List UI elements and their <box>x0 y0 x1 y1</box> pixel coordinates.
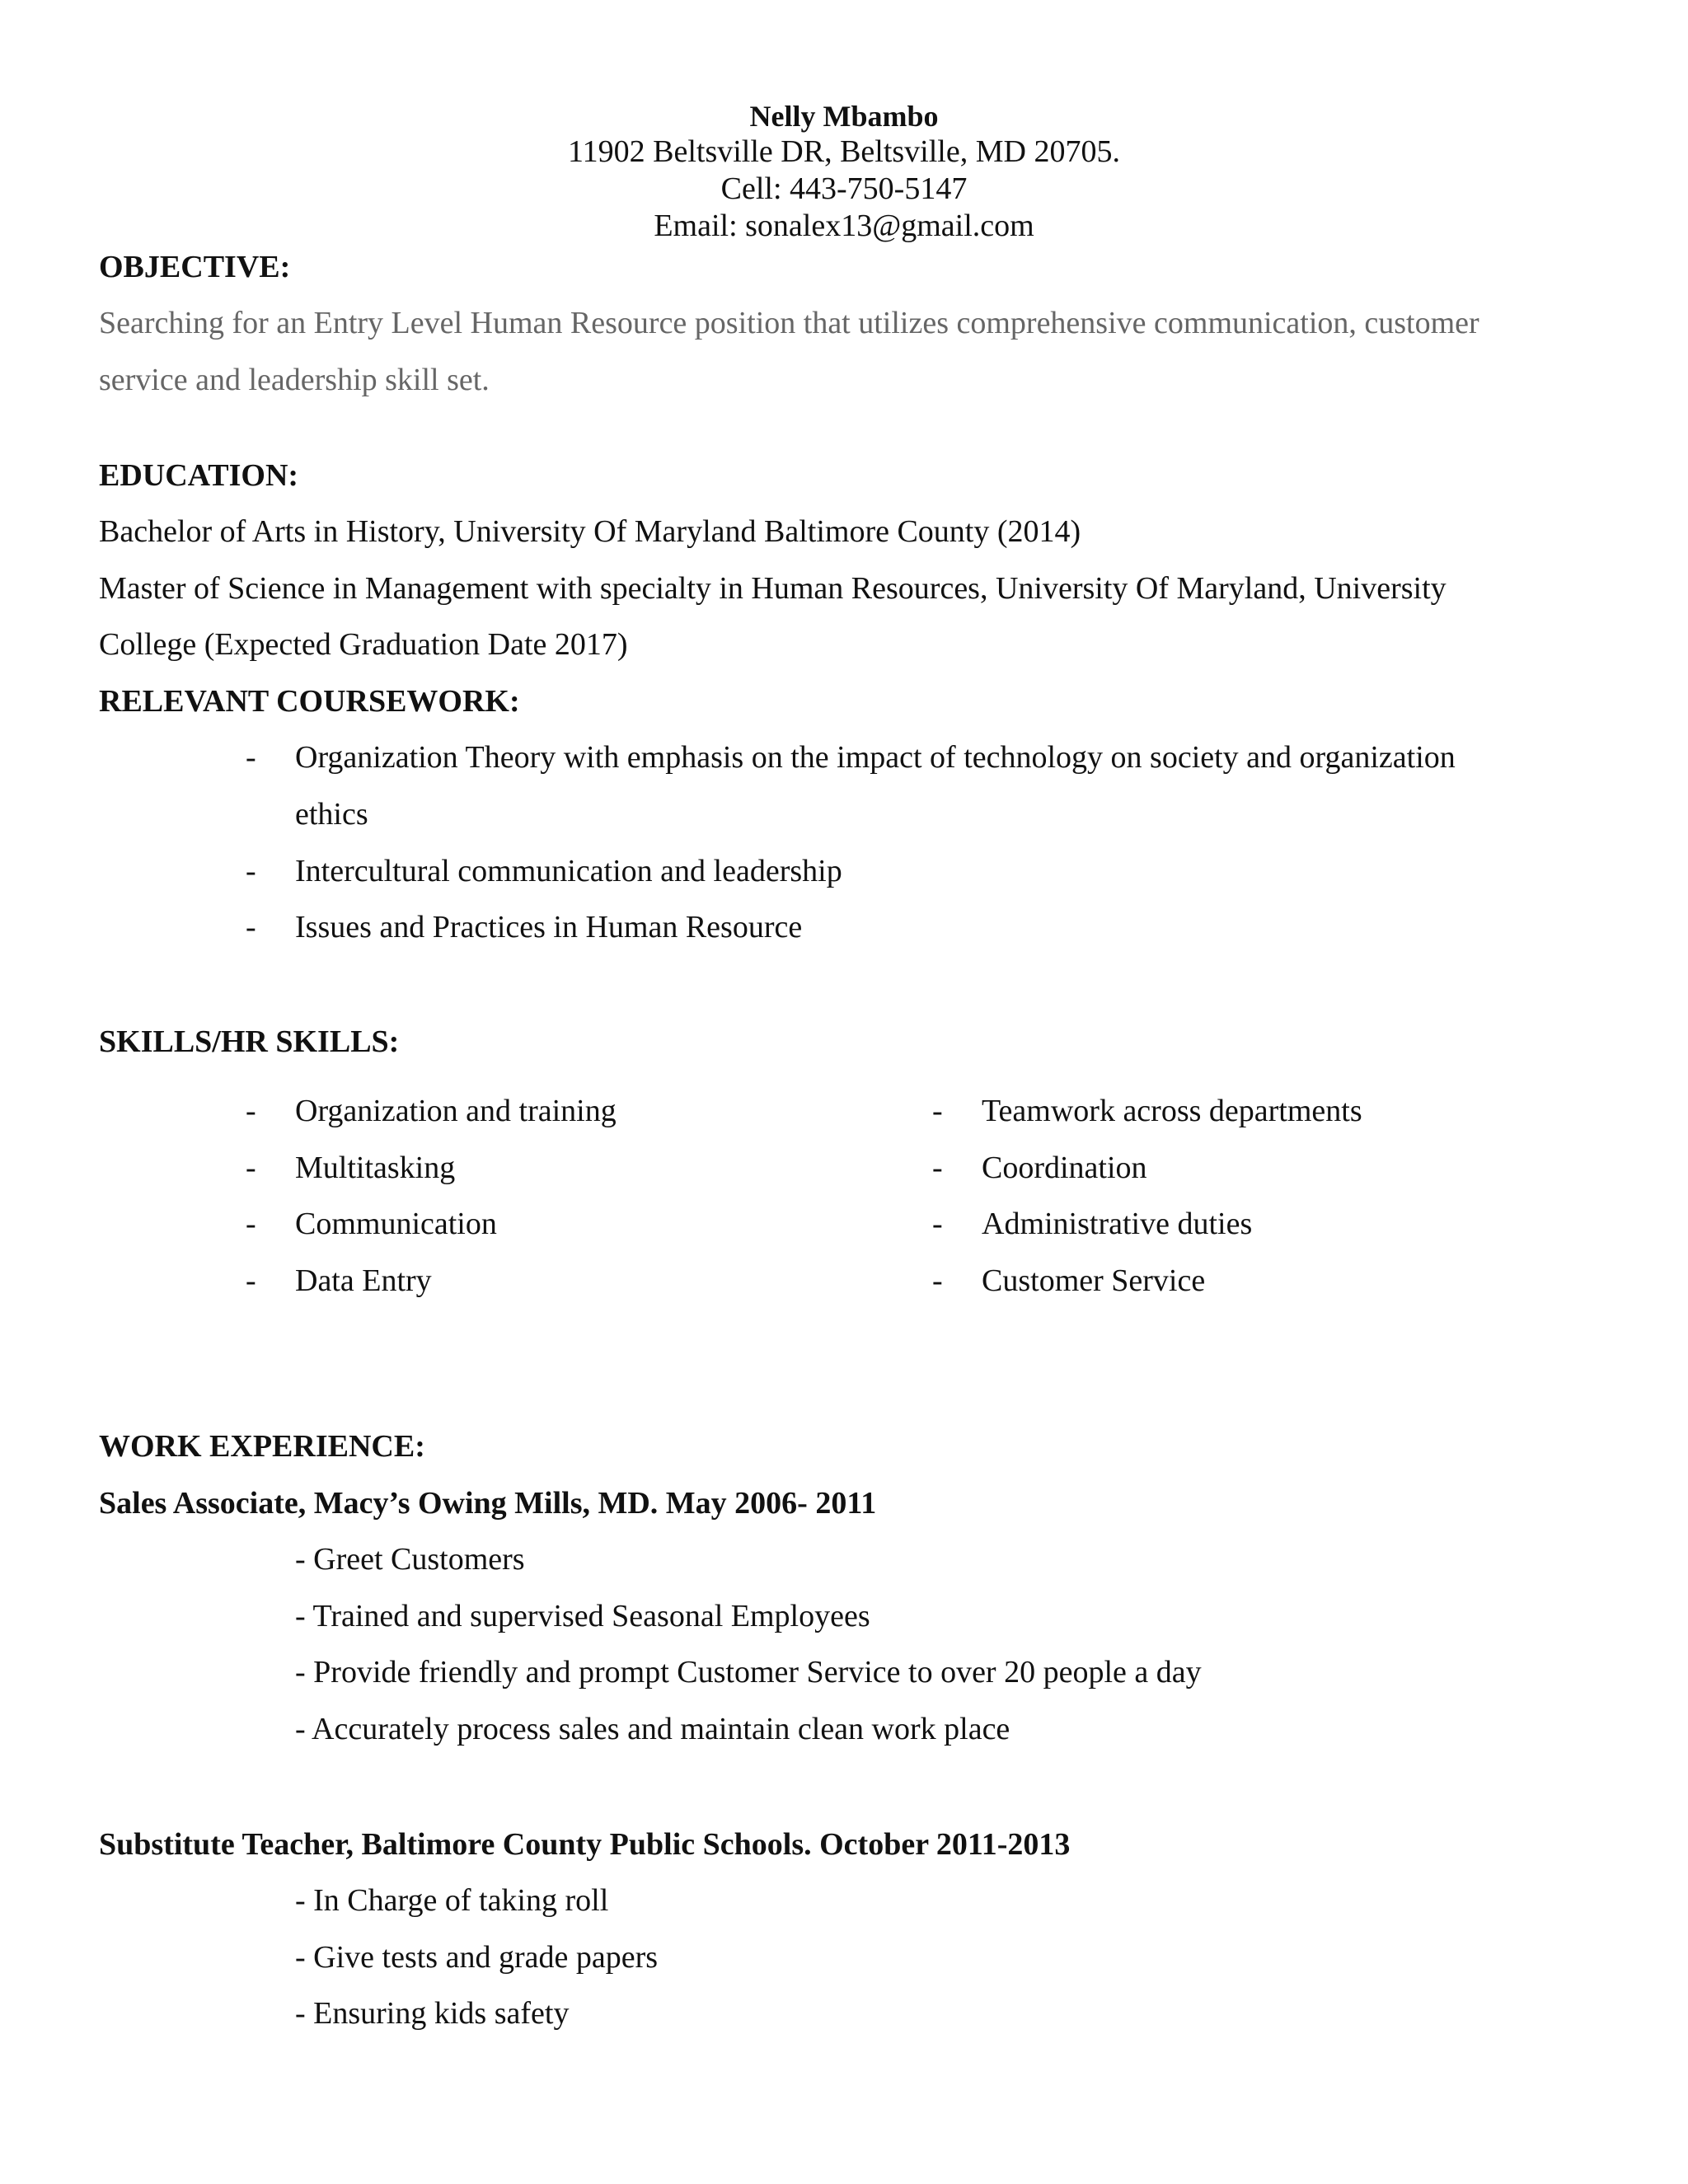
objective-line: service and leadership skill set. <box>99 363 490 397</box>
objective-line: Searching for an Entry Level Human Resource position that utilizes comprehensive communication, customer <box>99 306 1479 340</box>
skill-item: Administrative duties <box>982 1207 1253 1241</box>
bullet-dash: - <box>932 1151 943 1185</box>
bullet-dash: - <box>246 1263 256 1298</box>
job-duty: - Greet Customers <box>295 1542 525 1577</box>
bullet-dash: - <box>246 1094 256 1128</box>
objective-heading: OBJECTIVE: <box>99 250 291 284</box>
education-line: College (Expected Graduation Date 2017) <box>99 627 628 662</box>
education-heading: EDUCATION: <box>99 458 299 493</box>
job-duty: - Provide friendly and prompt Customer Service to over 20 people a day <box>295 1655 1202 1690</box>
job-title: Substitute Teacher, Baltimore County Public Schools. October 2011-2013 <box>99 1827 1071 1862</box>
skills-heading: SKILLS/HR SKILLS: <box>99 1024 400 1059</box>
coursework-item: Organization Theory with emphasis on the impact of technology on society and organization <box>295 740 1456 775</box>
work-heading: WORK EXPERIENCE: <box>99 1429 425 1464</box>
bullet-dash: - <box>246 740 256 775</box>
skill-item: Data Entry <box>295 1263 432 1298</box>
skill-item: Teamwork across departments <box>982 1094 1362 1128</box>
bullet-dash: - <box>932 1207 943 1241</box>
coursework-item: Intercultural communication and leadership <box>295 854 842 888</box>
education-line: Bachelor of Arts in History, University Of Maryland Baltimore County (2014) <box>99 514 1081 549</box>
job-duty: - Trained and supervised Seasonal Employees <box>295 1599 870 1633</box>
bullet-dash: - <box>932 1263 943 1298</box>
applicant-name: Nelly Mbambo <box>749 100 939 133</box>
bullet-dash: - <box>246 1207 256 1241</box>
skill-item: Multitasking <box>295 1151 456 1185</box>
email-line: Email: sonalex13@gmail.com <box>654 209 1034 243</box>
job-duty: - In Charge of taking roll <box>295 1883 609 1918</box>
job-duty: - Give tests and grade papers <box>295 1940 659 1975</box>
education-line: Master of Science in Management with specialty in Human Resources, University Of Maryland, University <box>99 571 1447 606</box>
job-title: Sales Associate, Macy’s Owing Mills, MD. May 2006- 2011 <box>99 1486 877 1521</box>
skill-item: Coordination <box>982 1151 1147 1185</box>
coursework-item-continuation: ethics <box>295 797 368 832</box>
cell-line: Cell: 443-750-5147 <box>720 171 968 206</box>
bullet-dash: - <box>246 1151 256 1185</box>
address-line: 11902 Beltsville DR, Beltsville, MD 20705. <box>568 134 1120 169</box>
bullet-dash: - <box>246 910 256 944</box>
bullet-dash: - <box>246 854 256 888</box>
coursework-item: Issues and Practices in Human Resource <box>295 910 803 944</box>
coursework-heading: RELEVANT COURSEWORK: <box>99 684 520 719</box>
job-duty: - Accurately process sales and maintain clean work place <box>295 1712 1010 1746</box>
skill-item: Organization and training <box>295 1094 617 1128</box>
skill-item: Communication <box>295 1207 497 1241</box>
skill-item: Customer Service <box>982 1263 1206 1298</box>
job-duty: - Ensuring kids safety <box>295 1996 570 2031</box>
bullet-dash: - <box>932 1094 943 1128</box>
